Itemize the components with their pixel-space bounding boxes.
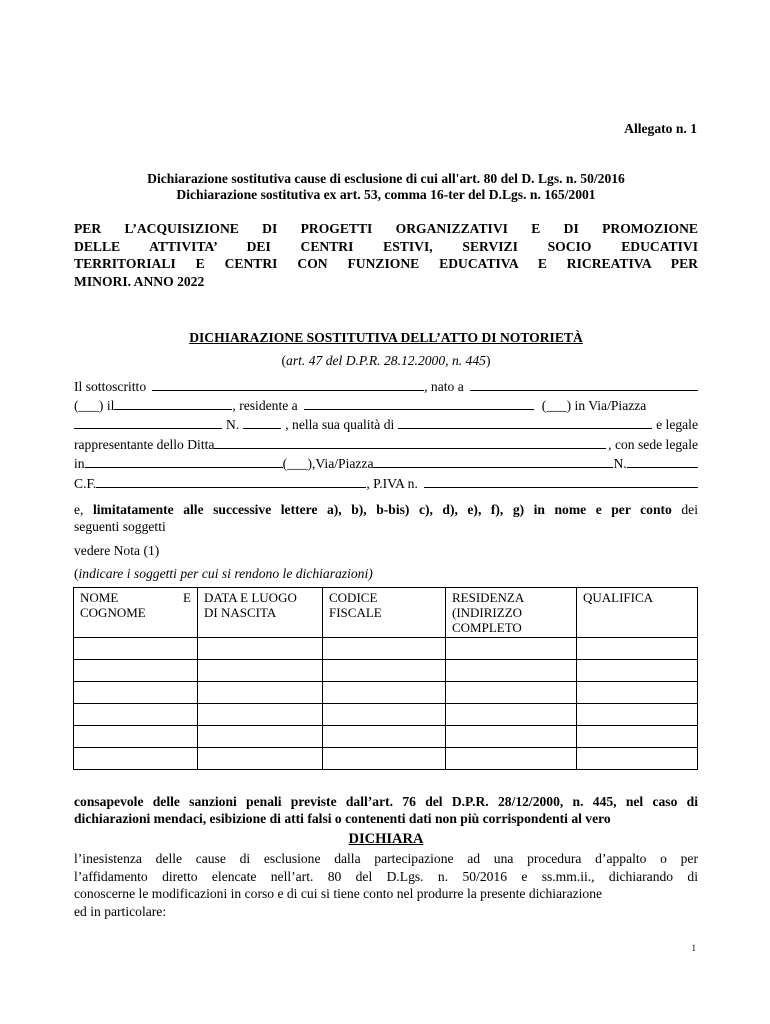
table-cell[interactable] [446,704,577,726]
company-number-field[interactable] [627,455,698,468]
street-field[interactable] [74,416,222,429]
role-field[interactable] [398,416,652,429]
table-row [74,704,698,726]
table-cell[interactable] [446,748,577,770]
table-cell[interactable] [577,726,698,748]
dichiara-heading-wrap [74,831,698,848]
subject-line-2: DELLE ATTIVITA’ DEI CENTRI ESTIVI, SERVIZI SOCIO EDUCATIVI [74,238,698,254]
title-line-1: Dichiarazione sostitutiva cause di esclusione di cui all'art. 80 del D. Lgs. n. 50/2016 [147,171,625,186]
table-cell[interactable] [577,660,698,682]
subject-line-4: MINORI. ANNO 2022 [74,273,205,289]
tax-code-field[interactable] [96,475,366,488]
table-cell[interactable] [323,638,446,660]
table-cell[interactable] [446,682,577,704]
table-cell[interactable] [74,748,198,770]
form-line-6: C.F. , P.IVA n. [74,474,698,493]
table-cell[interactable] [198,748,323,770]
table-cell[interactable] [323,704,446,726]
declaration-reference: (art. 47 del D.P.R. 28.12.2000, n. 445) [281,353,491,368]
table-cell[interactable] [74,638,198,660]
dichiara-heading: DICHIARA [348,831,424,847]
form-line-2: (___) il , residente a (___) in Via/Piazza [74,398,647,413]
body-paragraph: l’inesistenza delle cause di esclusione dalla partecipazione ad una procedura d’appalto o per l’affidamento diretto elencate nell’art. 80 del D.Lgs. n. 50/2016 e ss.mm.ii., dichiarando di conoscerne le modificazioni in corso e di cui si tiene conto nel produrre la presente dichiarazione ed in particolare: [74,851,698,919]
company-street-field[interactable] [373,455,613,468]
subject-line-3: TERRITORIALI E CENTRI CON FUNZIONE EDUCATIVA E RICREATIVA PER [74,256,698,271]
table-cell[interactable] [323,726,446,748]
company-field[interactable] [214,436,606,449]
table-cell[interactable] [577,638,698,660]
vat-field[interactable] [424,475,698,488]
table-cell[interactable] [198,704,323,726]
table-row [74,660,698,682]
limit-paragraph [74,501,698,535]
form-line-1: Il sottoscritto , nato a [74,377,698,396]
name-field[interactable] [152,378,424,391]
residence-field[interactable] [304,397,534,410]
birthdate-field[interactable] [114,397,232,410]
table-cell[interactable] [577,704,698,726]
table-cell[interactable] [323,660,446,682]
subjects-table [73,587,698,770]
table-cell[interactable] [198,726,323,748]
header-codice-fiscale: CODICE FISCALE [323,588,446,638]
indicate-note: (indicare i soggetti per cui si rendono le dichiarazioni) [74,566,373,581]
header-nome-cognome: NOME E COGNOME [74,588,198,638]
limit-line-2: seguenti soggetti [74,519,166,534]
street-number-field[interactable] [243,416,281,429]
table-cell[interactable] [198,660,323,682]
table-cell[interactable] [74,682,198,704]
table-row [74,682,698,704]
table-header-row [74,588,698,638]
table-cell[interactable] [446,660,577,682]
form-line-4: rappresentante dello Ditta , con sede legale [74,437,698,452]
header-qualifica: QUALIFICA [577,588,698,638]
form-line-3: N. , nella sua qualità di e legale [74,415,698,434]
table-row [74,726,698,748]
table-row [74,748,698,770]
table-cell[interactable] [446,638,577,660]
table-cell[interactable] [198,682,323,704]
declaration-title-wrap [74,330,698,346]
table-row [74,638,698,660]
allegato-label: Allegato n. 1 [624,121,697,136]
table-cell[interactable] [577,748,698,770]
page-number: 1 [691,943,696,953]
birthplace-field[interactable] [470,378,698,391]
document-title [74,171,698,203]
table-cell[interactable] [74,704,198,726]
table-cell[interactable] [323,748,446,770]
header-residenza: RESIDENZA (INDIRIZZO COMPLETO [446,588,577,638]
title-line-2: Dichiarazione sostitutiva ex art. 53, comma 16-ter del D.Lgs. n. 165/2001 [176,187,596,202]
table-cell[interactable] [323,682,446,704]
table-cell[interactable] [74,660,198,682]
subject-block [74,220,698,290]
note-reference: vedere Nota (1) [74,543,160,558]
subject-line-1: PER L’ACQUISIZIONE DI PROGETTI ORGANIZZATIVI E DI PROMOZIONE [74,221,698,236]
table-cell[interactable] [74,726,198,748]
company-city-field[interactable] [85,455,283,468]
declaration-title: DICHIARAZIONE SOSTITUTIVA DELL’ATTO DI NOTORIETÀ [189,330,583,345]
header-data-luogo-nascita: DATA E LUOGO DI NASCITA [198,588,323,638]
form-line-5: in (___),Via/Piazza N. [74,454,698,473]
awareness-paragraph: consapevole delle sanzioni penali previste dall’art. 76 del D.P.R. 28/12/2000, n. 445, nel caso di dichiarazioni mendaci, esibizione di atti falsi o contenenti dati non più corrispondenti al vero [74,794,698,826]
limit-line-1: e, limitatamente alle successive lettere a), b), b-bis) c), d), e), f), g) in nome e per conto dei [74,502,698,517]
table-cell[interactable] [577,682,698,704]
table-cell[interactable] [198,638,323,660]
table-cell[interactable] [446,726,577,748]
